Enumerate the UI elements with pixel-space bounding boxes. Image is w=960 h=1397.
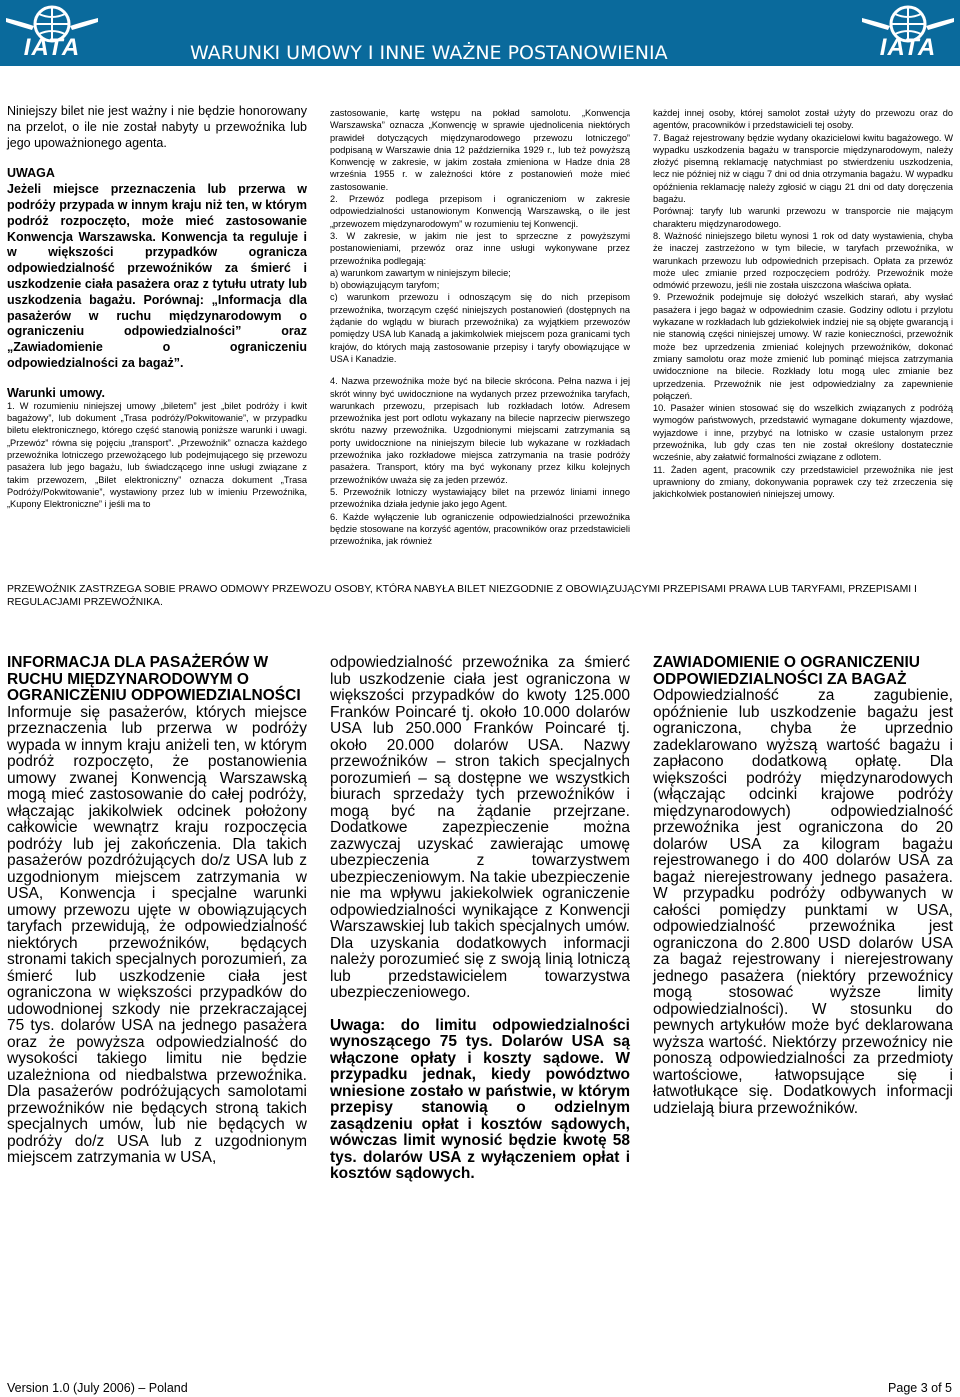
uwaga-title: UWAGA [7,166,55,181]
liability-section [330,655,630,1183]
liability-note: Uwaga: do limitu odpowiedzialności wynoszącego 75 tys. Dolarów USA są włączone opłaty i koszty sądowe. W przypadku jednak, kiedy powództwo wniesione zostało w państwie, w którym przepisy stanowią o odzielnym zasądzeniu opłat i kosztów sądowych, wówczas limit wynosić będzie kwotę 58 tys. dolarów USA z wyłączeniem opłat i kosztów sądowych. [330,1016,630,1182]
footer-page-number: Page 3 of 5 [888,1381,952,1395]
passenger-info-heading: INFORMACJA DLA PASAŻERÓW W RUCHU MIĘDZYNARODOWYM O OGRANICZENIU ODPOWIEDZIALNOŚCI [7,654,301,704]
column-3 [653,107,953,501]
intro-paragraph: Niniejszy bilet nie jest ważny i nie będzie honorowany na przelot, o ile nie został nabyty u przewoźnika lub jego upoważnionego agenta. [7,104,307,150]
liability-text: odpowiedzialność przewoźnika za śmierć lub uszkodzenie ciała jest ograniczona w większości przypadków do kwoty 125.000 Franków Poincaré tj. około 10.000 dolarów USA lub 250.000 Franków Poincaré tj. około 20.000 dolarów USA. Nazwy przewoźników – stron takich specjalnych porozumień – są dostępne we wszystkich biurach sprzedaży tych przewoźników i mogą być na żądanie przejrzane. Dodatkowe zapezpieczenie można zazwyczaj uzyskać zawierając umowę ubezpieczenia z towarzystwem ubezpieczeniowym. Na takie ubezpieczenie nie ma wpływu jakiekolwiek ograniczenie odpowiedzialności wynikające z Konwencji Warszawskiej lub takich specjalnych umów. Dla uzyskania dodatkowych informacji należy porozumieć się z swoją linią lotniczą lub przedstawicielem towarzystwa ubezpieczeniowego. [330,654,630,1001]
clause-3c: c) warunkom przewozu i odnoszącym się do nich przepisom przewoźnika, tworzącym część niniejszych postanowień (dostępnych na żądanie do wglądu w biurach przewoźnika) za wyjątkiem przewozów pomiędzy USA lub Kanadą a jakimkolwiek miejscem poza granicami tych krajów, do których mają zastosowanie przepisy i taryfy obowiązujące w USA i Kanadzie. [330,292,630,364]
page-header [0,0,960,66]
iata-logo [4,4,100,62]
clause-4: 4. Nazwa przewoźnika może być na bilecie skrócona. Pełna nazwa i jej skrót winny być uwidocznione na wydanych przez przewoźnika taryfach, warunkach przewozu, przepisach lub rozkładach lotów. Adresem przewoźnika jest port odlotu wykazany na bilecie naprzeciw pierwszego skrótu nazwy przewoźnika. Uzgodnionymi miejscami zatrzymania są porty uwidocznione na niniejszym bilecie lub wykazane w rozkładach przewoźnika jako rozkładowe miejsca zatrzymania na trasie podróży pasażera. Transport, który ma być wykonany przez kilku kolejnych przewoźników uważa się za jeden przewóz. [330,376,630,485]
clause-11: 11. Żaden agent, pracownik czy przedstawiciel przewoźnika nie jest uprawniony do zmiany, dokonywania poprawek czy też zrzeczenia się jakichkolwiek postanowień niniejszej umowy. [653,464,953,500]
column-1 [7,104,307,510]
clause-1-cont: zastosowanie, kartę wstępu na pokład samolotu. „Konwencja Warszawska” oznacza „Konwencję w sprawie ujednolicenia niektórych prawideł dotyczących międzynarodowego przewozu lotniczego” podpisaną w Warszawie dnia 12 października 1929 r., lub też powyższą Konwencję w zakresie, w jakim została zmieniona w Hadze dnia 28 września 1955 r. w zależności które z postanowień może mieć zastosowanie. [330,108,630,192]
baggage-heading: ZAWIADOMIENIE O OGRANICZENIU ODPOWIEDZIALNOŚCI ZA BAGAŻ [653,654,920,688]
column-2 [330,107,630,547]
clause-6-cont: każdej innej osoby, której samolot został użyty do przewozu oraz do agentów, pracowników i przedstawicieli tej osoby. [653,108,953,131]
page-title: WARUNKI UMOWY I INNE WAŻNE POSTANOWIENIA [190,42,668,64]
clause-10: 10. Pasażer winien stosować się do wszelkich związanych z podróżą wymogów państwowych, przedstawić wymagane dokumenty wjazdowe, wyjazdowe i inne, przybyć na lotnisko w czasie ustalonym przez przewoźnika, lub gdy czas ten nie został określony dostatecznie wcześnie, aby załatwić formalności związane z odlotem. [653,403,953,463]
passenger-info-section [7,655,307,1167]
passenger-info-text: Informuje się pasażerów, których miejsce przeznaczenia lub przerwa w podróży wypada w innym kraju aniżeli ten, w którym podróż rozpoczęto, że postanowienia umowy zwanej Konwencją Warszawską mogą mieć zastosowanie do całej podróży, włączając jakikolwiek odcinek położony całkowicie wewnątrz kraju rozpoczęcia podróży lub jej zakończenia. Dla takich pasażerów pozdróżujących do/z USA lub z uzgodnionym miejscem zatrzymania w USA, Konwencja i specjalne warunki umowy przewozu ujęte w obowiązujących taryfach przewidują, że odpowiedzialność niektórych przewoźników, będących stronami takich specjalnych porozumień, za śmierć lub uszkodzenie ciała jest ograniczona w większości przypadków do udowodnionej szkody nie przekraczającej 75 tys. dolarów USA na jednego pasażera oraz że powyższa odpowiedzialność do wysokości takiego limitu nie będzie uzależniona od niedbalstwa przewoźnika. Dla pasażerów podróżujących samolotami przewoźników nie będących stroną takich specjalnych umów, lub nie będących w podróży do/z USA lub z uzgodnionym miejscem zatrzymania w USA, [7,703,307,1166]
warunki-title: Warunki umowy. [7,385,105,400]
baggage-text: Odpowiedzialność za zagubienie, opóźnienie lub uszkodzenie bagażu jest ograniczona, chyba że uprzednio zadeklarowano wyższą wartość bagażu i zapłacono dodatkową opłatę. Dla większości podróży międzynarodowych (włączając odcinki krajowe podróży międzynarodowych) odpowiedzialność przewoźnika jest ograniczona do 20 dolarów USA za kilogram bagażu rejestrowanego i do 400 dolarów USA za bagaż nierejestrowany jednego pasażera. W przypadku podróży odbywanych w całości pomiędzy punktami w USA, odpowiedzialność przewoźnika jest ograniczona do 2.800 USD dolarów USA za bagaż rejestrowany i nierejestrowany jednego pasażera (niektóry przewoźnicy mogą stosować wyższe limity odpowiedzialności). W stosunku do pewnych artykułów może być deklarowana wyższa wartość. Niektórzy przewoźnicy nie ponoszą odpowiedzialności za przedmioty wartościowe, łatwopsujące się i łatwotłukące się. Dodatkowych informacji udzielają biura przewoźników. [653,687,953,1117]
clause-1: 1. W rozumieniu niniejszej umowy „biletem” jest „bilet podróży i kwit bagażowy”, lub dokument „Trasa podróży/Pokwitowanie”, w przypadku biletu elektronicznego, którego część stanowią poniższe warunki i uwagi. „Przewóz” równa się pojęciu „transport”. „Przewoźnik” oznacza każdego przewoźnika lotniczego przewożącego lub podejmującego się przewozu pasażera lub jego bagażu, lub świadczącego inne usługi związane z takim przewozem, „Bilet elektroniczny” oznacza dokument „Trasa Podróży/Pokwitowanie”, wystawiony przez lub w imieniu Przewoźnika, „Kupony Elektroniczne” i jeśli ma to [7,400,307,510]
clause-7b: Porównaj: taryfy lub warunki przewozu w transporcie nie mającym charakteru międzynarodowego. [653,206,953,229]
clause-8: 8. Ważność niniejszego biletu wynosi 1 rok od daty wystawienia, chyba że inaczej zastrzeżono w tym bilecie, w taryfach przewoźnika, w warunkach przewozu lub odpowiednich przepisach. Opłata za przewóz może ulec zmianie przed rozpoczęciem podróży. Przewoźnik może odmówić przewozu, jeśli nie została uiszczona właściwa opłata. [653,230,953,291]
clause-6: 6. Każde wyłączenie lub ograniczenie odpowiedzialności przewoźnika będzie stosowane na korzyść agentów, pracowników oraz przedstawicieli przewoźnika, jak również [330,511,630,547]
logo-text-right: IATA [879,34,937,61]
clause-7: 7. Bagaż rejestrowany będzie wydany okazicielowi kwitu bagażowego. W wypadku uszkodzenia bagażu w transporcie międzynarodowym, należy złożyć pisemną reklamację natychmiast po stwierdzeniu uszkodzenia, lecz nie później niż w ciągu 7 dni od dnia otrzymania bagażu. W wypadku opóźnienia reklamację należy zgłosić w ciągu 21 dni od daty doręczenia bagażu. [653,132,953,205]
logo-text: IATA [23,34,81,61]
iata-logo-right [860,4,956,62]
clause-3a: a) warunkom zawartym w niniejszym bilecie; [330,267,511,278]
clause-3b: b) obowiązującym taryfom; [330,280,440,291]
footer-version: Version 1.0 (July 2006) – Poland [7,1381,188,1395]
clause-9: 9. Przewoźnik podejmuje się dołożyć wszelkich starań, aby wysłać pasażera i jego bagaż w odpowiednim czasie. Godziny odlotu i przylotu wykazane w rozkładach lub gdziekolwiek indziej nie są objęte gwarancją i nie stanowią części niniejszej umowy. W razie konieczności, przewoźnik może bez uprzedzenia zmieniać kolejnych przewoźników, dokonać zmiany samolotu oraz może zmienić lub pominąć miejsca zatrzymania uwidocznione na bilecie. Rozkłady lotu mogą ulec zmianie bez uprzedzenia. Przewoźnik nie jest odpowiedzialny za zapewnienie połączeń. [653,292,953,401]
clause-5: 5. Przewoźnik lotniczy wystawiający bilet na przewóz liniami innego przewoźnika działa jedynie jako jego Agent. [330,486,630,510]
refusal-notice: PRZEWOŹNIK ZASTRZEGA SOBIE PRAWO ODMOWY PRZEWOZU OSOBY, KTÓRA NABYŁA BILET NIEZGODNIE Z OBOWIĄZUJĄCYMI PRZEPISAMI PRAWA LUB TARYFAMI, PRZEPISAMI I REGULACJAMI PRZEWOŹNIKA. [7,584,917,608]
clause-3: 3. W zakresie, w jakim nie jest to sprzeczne z powyższymi postanowieniami, przewóz oraz inne usługi wykonywane przez przewoźnika podlegają: [330,230,630,266]
clause-2: 2. Przewóz podlega przepisom i ograniczeniom w zakresie odpowiedzialności ustanowionym Konwencją Warszawską, o ile jest „przewozem międzynarodowym” w rozumieniu tej Konwencji. [330,194,630,229]
uwaga-paragraph: Jeżeli miejsce przeznaczenia lub przerwa w podróży przypada w innym kraju niż ten, w którym podróż rozpoczęto, może mieć zastosowanie Konwencja Warszawska. Konwencja ta reguluje i w większości przypadków ogranicza odpowiedzialność przewoźników za śmierć i uszkodzenie ciała pasażera oraz z tytułu utraty lub uszkodzenia bagażu. Porównaj: „Informacja dla pasażerów w ruchu międzynarodowym o ograniczeniu odpowiedzialności” oraz „Zawiadomienie o ograniczeniu odpowiedzialności za bagaż”. [7,182,307,370]
baggage-section [653,655,953,1117]
